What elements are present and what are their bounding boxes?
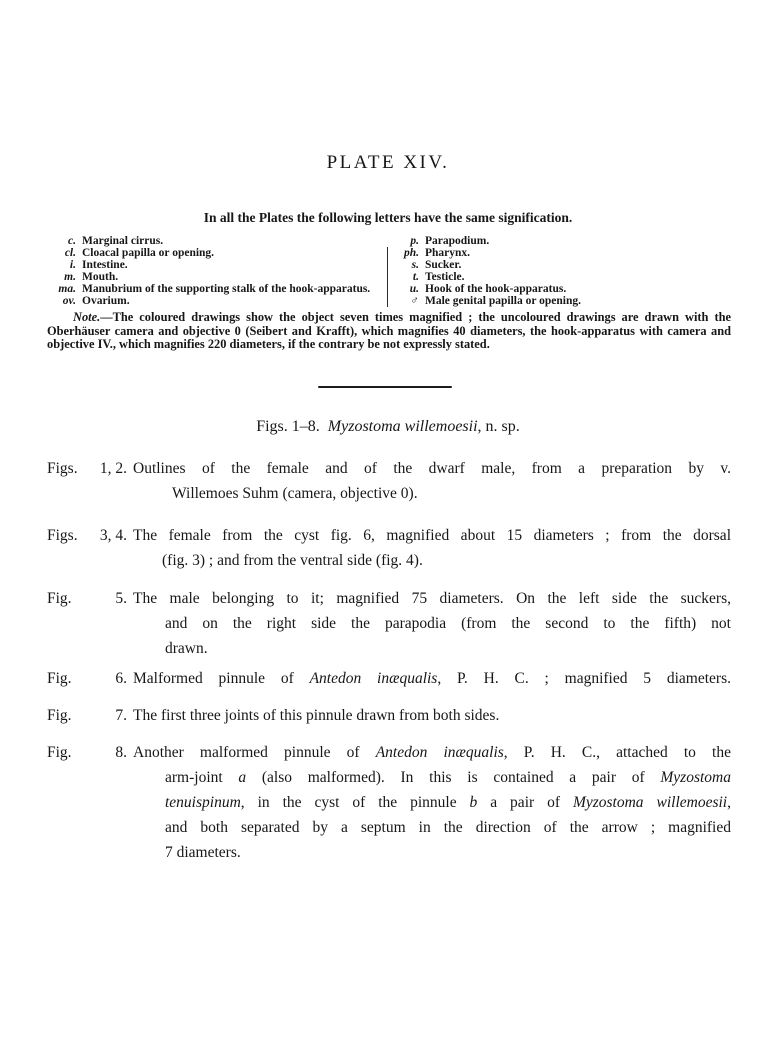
page-title: PLATE XIV.: [326, 152, 450, 173]
section-heading: [0, 418, 776, 436]
figure-line: [133, 815, 731, 840]
text-segment: Malformed pinnule of: [133, 670, 310, 687]
figure-item: [47, 703, 731, 728]
text-segment: objective IV., which magnifies 220 diameters, if the contrary be not expressly stated.: [47, 337, 490, 351]
italic-text: Myzostoma willemoesii: [572, 794, 728, 811]
figure-label-number: 1, 2.: [99, 460, 127, 477]
italic-text: Myzostoma: [660, 769, 731, 786]
text-segment: and both separated by a septum in the direction of the arrow ; magnified: [165, 819, 731, 836]
text-segment: (also malformed). In this is contained a pair of: [246, 769, 661, 786]
legend-abbr: ph.: [403, 246, 419, 259]
legend-desc: Parapodium.: [425, 235, 490, 247]
legend-abbr: ♂: [410, 294, 419, 307]
figure-line: [133, 523, 731, 548]
legend-row: [398, 260, 726, 272]
figure-label: [47, 456, 127, 481]
figure-line: [133, 790, 731, 815]
legend-abbr: t.: [412, 270, 419, 283]
text-segment: , in the cyst of the pinnule: [240, 794, 470, 811]
figure-label-word: Fig.: [47, 590, 72, 607]
legend-row: [50, 296, 384, 308]
figure-item: [47, 740, 731, 865]
italic-text: tenuispinum: [165, 794, 241, 811]
legend-abbr: u.: [409, 282, 419, 295]
italic-text: Antedon inæqualis: [309, 670, 438, 687]
legend-desc: Sucker.: [425, 258, 462, 271]
legend-desc: Ovarium.: [82, 294, 130, 307]
figure-line: [133, 611, 731, 636]
figure-label-word: Fig.: [47, 744, 72, 761]
text-segment: ,: [727, 794, 731, 811]
legend-row: [50, 260, 384, 272]
figure-label: [47, 703, 127, 728]
figure-label-number: 5.: [115, 590, 127, 607]
text-segment: Another malformed pinnule of: [133, 744, 376, 761]
note-line: [47, 325, 731, 339]
figure-descriptions: [47, 456, 731, 865]
figure-label: [47, 740, 127, 765]
figure-text: [133, 586, 731, 661]
legend-desc: Male genital papilla or opening.: [425, 294, 582, 307]
figure-label-word: Figs.: [47, 460, 78, 477]
legend-abbr: cl.: [64, 246, 76, 259]
figure-line: [133, 481, 731, 506]
italic-text: Note.: [73, 310, 101, 324]
figure-text: [133, 740, 731, 865]
figure-label-number: 3, 4.: [99, 527, 127, 544]
legend-row: [50, 272, 384, 284]
text-segment: a pair of: [477, 794, 573, 811]
legend-abbr: i.: [69, 258, 76, 271]
legend-abbr: p.: [410, 235, 419, 247]
figure-text: [133, 523, 731, 573]
note-line: [47, 311, 731, 325]
note-paragraph: [47, 311, 731, 352]
text-segment: , n. sp.: [477, 418, 520, 435]
note-line: [47, 338, 731, 352]
legend-abbr: ma.: [58, 282, 76, 295]
plate-subtitle: In all the Plates the following letters have the same signification.: [203, 210, 573, 225]
figure-item: [47, 666, 731, 691]
legend-row: [398, 272, 726, 284]
legend-column-divider: [387, 247, 388, 307]
text-segment: , P. H. C., attached to the: [503, 744, 731, 761]
figure-label-number: 7.: [115, 707, 127, 724]
figure-label-number: 6.: [115, 670, 127, 687]
figure-line: [133, 765, 731, 790]
legend-row: [50, 284, 384, 296]
figure-text: [133, 703, 731, 728]
figure-label-word: Figs.: [47, 527, 78, 544]
legend-abbr: s.: [411, 258, 419, 271]
figure-label-number: 8.: [115, 744, 127, 761]
figure-line: [133, 548, 731, 573]
legend-column-right: [398, 236, 726, 307]
figure-item: [47, 456, 731, 506]
figure-item: [47, 523, 731, 573]
text-segment: Outlines of the female and of the dwarf male, from a preparation by v.: [133, 460, 731, 477]
figure-line: [133, 636, 731, 661]
legend-desc: Marginal cirrus.: [82, 235, 164, 247]
figure-label: [47, 666, 127, 691]
text-segment: (fig. 3) ; and from the ventral side (fig. 4).: [162, 552, 423, 569]
text-segment: Willemoes Suhm (camera, objective 0).: [172, 485, 418, 502]
italic-text: Antedon inæqualis: [375, 744, 504, 761]
figure-text: [133, 666, 731, 691]
figure-line: [133, 666, 731, 691]
text-segment: drawn.: [165, 640, 208, 657]
legend-list: [50, 236, 726, 307]
legend-abbr: c.: [68, 235, 76, 247]
figure-text: [133, 456, 731, 506]
legend-desc: Pharynx.: [425, 246, 471, 259]
legend-abbr: m.: [64, 270, 76, 283]
figure-line: [133, 703, 731, 728]
legend-desc: Intestine.: [82, 258, 128, 271]
legend-abbr: ov.: [62, 294, 76, 307]
text-segment: The male belonging to it; magnified 75 diameters. On the left side the suckers,: [133, 590, 731, 607]
figure-line: [133, 586, 731, 611]
text-segment: The female from the cyst fig. 6, magnified about 15 diameters ; from the dorsal: [133, 527, 731, 544]
legend-desc: Cloacal papilla or opening.: [82, 246, 215, 259]
text-segment: 7 diameters.: [165, 844, 241, 861]
text-segment: Oberhäuser camera and objective 0 (Seibert and Krafft), which magnifies 40 diameters, the hook-apparatus with camera and: [47, 323, 731, 338]
legend-desc: Manubrium of the supporting stalk of the hook-apparatus.: [82, 282, 371, 295]
section-divider: [318, 386, 452, 388]
text-segment: arm-joint: [165, 769, 239, 786]
italic-text: Myzostoma willemoesii: [327, 418, 478, 435]
figure-line: [133, 840, 731, 865]
text-segment: , P. H. C. ; magnified 5 diameters.: [437, 670, 731, 687]
legend-desc: Hook of the hook-apparatus.: [425, 282, 567, 295]
figure-item: [47, 586, 731, 661]
legend-desc: Mouth.: [82, 270, 119, 283]
figure-line: [133, 740, 731, 765]
text-segment: —The coloured drawings show the object seven times magnified ; the uncoloured drawings are drawn with the: [100, 310, 731, 324]
legend-desc: Testicle.: [425, 270, 465, 283]
italic-text: b: [469, 794, 478, 811]
text-segment: Figs. 1–8.: [256, 418, 328, 435]
text-segment: and on the right side the parapodia (from the second to the fifth) not: [165, 615, 731, 632]
figure-label: [47, 586, 127, 611]
figure-label-word: Fig.: [47, 670, 72, 687]
legend-row: [398, 284, 726, 296]
figure-label: [47, 523, 127, 548]
legend-row: [398, 296, 726, 308]
italic-text: a: [238, 769, 247, 786]
legend-column-left: [50, 236, 384, 307]
figure-label-word: Fig.: [47, 707, 72, 724]
text-segment: The first three joints of this pinnule drawn from both sides.: [133, 707, 500, 724]
figure-line: [133, 456, 731, 481]
